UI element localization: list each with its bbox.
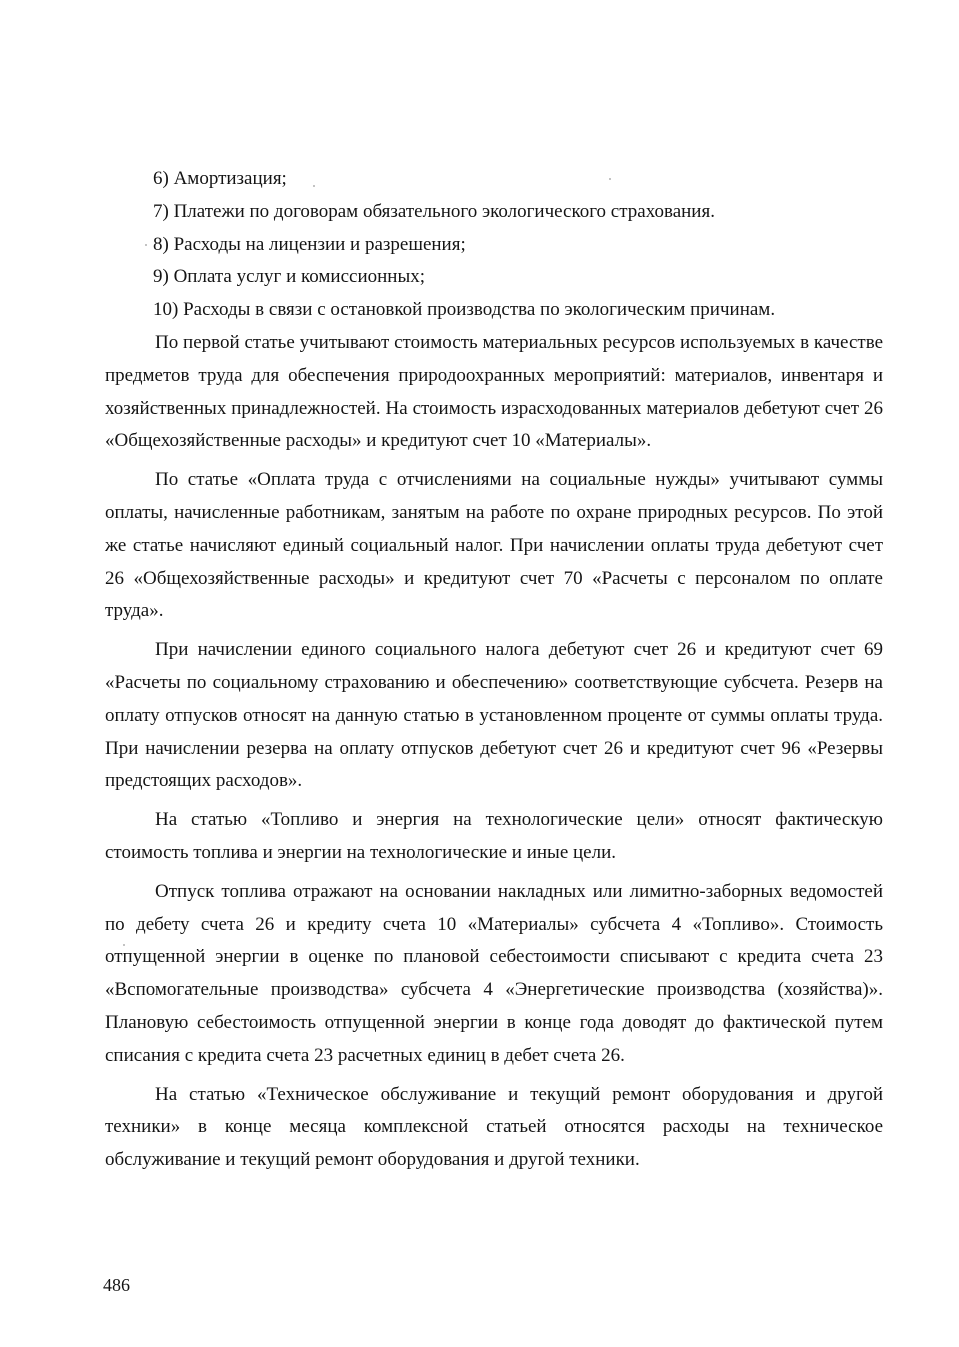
paragraph-social-tax: При начислении единого социального налога дебетуют счет 26 и кредитуют счет 69 «Расчеты по социальному страхованию и обеспечению» соответствующие субсчета. Резерв на оплату отпусков относят на данную статью в установленном проценте от суммы оплаты труда. При начислении резерва на оплату отпусков дебетуют счет 26 и кредитуют счет 96 «Резервы предстоящих расходов». (105, 639, 883, 792)
expense-list (105, 163, 885, 327)
paragraph-maintenance: На статью «Техническое обслуживание и текущий ремонт оборудования и другой техники» в конце месяца комплексной статьей относятся расходы на техническое обслуживание и текущий ремонт оборудования и другой техники. (105, 1083, 883, 1171)
list-item: 7) Платежи по договорам обязательного экологического страхования. (153, 200, 715, 222)
list-item: 10) Расходы в связи с остановкой производства по экологическим причинам. (153, 299, 776, 321)
scan-speck (313, 185, 315, 187)
scan-speck (145, 244, 147, 246)
page-number: 486 (103, 1275, 130, 1295)
paragraph-labor: По статье «Оплата труда с отчислениями на социальные нужды» учитывают суммы оплаты, начисленные работникам, занятым на работе по охране природных ресурсов. По этой же статье начисляют единый социальный налог. При начислении оплаты труда дебетуют счет 26 «Общехозяйственные расходы» и кредитуют счет 70 «Расчеты с персоналом по оплате труда». (105, 469, 883, 622)
list-item: 9) Оплата услуг и комиссионных; (153, 266, 425, 288)
list-item: 6) Амортизация; (153, 168, 287, 189)
scan-speck (123, 944, 125, 946)
paragraph-fuel-energy: На статью «Топливо и энергия на технологические цели» относят фактическую стоимость топлива и энергии на технологические и иные цели. (105, 809, 883, 863)
body-text (105, 327, 883, 1183)
paragraph-fuel-release: Отпуск топлива отражают на основании накладных или лимитно-заборных ведомостей по дебету счета 26 и кредиту счета 10 «Материалы» субсчета 4 «Топливо». Стоимость отпущенной энергии в оценке по плановой себестоимости списывают с кредита счета 23 «Вспомогательные производства» субсчета 4 «Энергетические производства (хозяйства)». Плановую себестоимость отпущенной энергии в конце года доводят до фактической путем списания с кредита счета 23 расчетных единиц в дебет счета 26. (105, 880, 883, 1066)
list-item: 8) Расходы на лицензии и разрешения; (153, 233, 466, 255)
scan-speck (609, 178, 611, 180)
paragraph-materials: По первой статье учитывают стоимость материальных ресурсов используемых в качестве предметов труда для обеспечения природоохранных мероприятий: материалов, инвентаря и хозяйственных принадлежностей. На стоимость израсходованных материалов дебетуют счет 26 «Общехозяйственные расходы» и кредитуют счет 10 «Материалы». (105, 332, 883, 452)
